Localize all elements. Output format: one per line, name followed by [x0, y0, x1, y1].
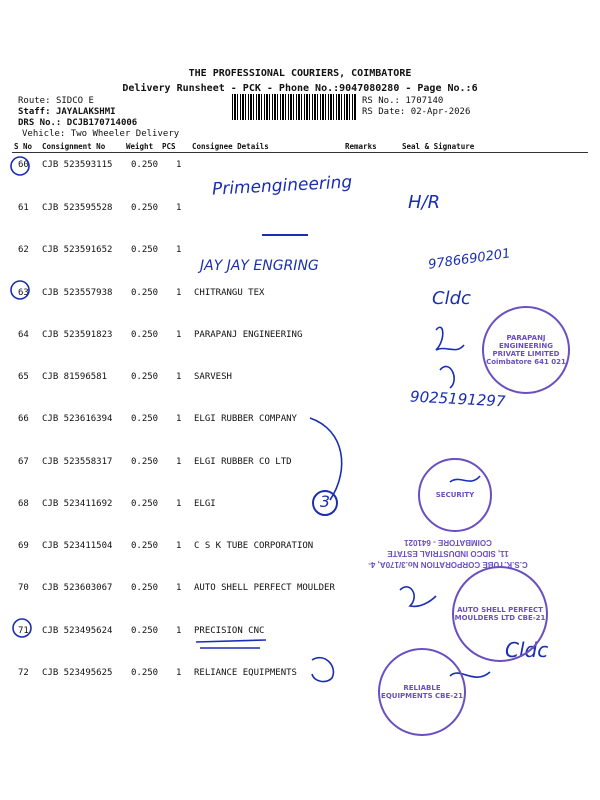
- staff-line: [18, 107, 116, 117]
- handwritten-hr: H/R: [408, 192, 441, 213]
- row-consignee: ELGI RUBBER CO LTD: [194, 457, 292, 467]
- row-consignment: CJB 81596581: [42, 372, 108, 382]
- row-consignment: CJB 523557938: [42, 288, 113, 298]
- row-consignment: CJB 523593115: [42, 160, 113, 170]
- row-pcs: 1: [176, 330, 182, 340]
- row-pcs: 1: [176, 626, 182, 636]
- row-consignment: CJB 523411504: [42, 541, 113, 551]
- row-pcs: 1: [176, 668, 182, 678]
- col-sign: Seal & Signature: [402, 142, 475, 151]
- row-weight: 0.250: [131, 330, 159, 340]
- row-weight: 0.250: [131, 668, 159, 678]
- handwritten-jayjay: JAY JAY ENGRING: [200, 258, 319, 274]
- signature-64: [436, 327, 464, 350]
- staff-label: Staff:: [18, 107, 51, 117]
- stamp-parapanj-text: PARAPANJ ENGINEERING PRIVATE LIMITED Coimbatore 641 021: [486, 334, 566, 366]
- runsheet-subtitle: Delivery Runsheet - PCK - Phone No.:9047080280 - Page No.:6: [122, 83, 478, 94]
- row-sno: 66: [18, 414, 29, 424]
- row-sno: 72: [18, 668, 29, 678]
- row-consignee: C S K TUBE CORPORATION: [194, 541, 314, 551]
- header-rule: [12, 152, 588, 153]
- signature-72-left: [312, 658, 333, 682]
- row-consignment: CJB 523595528: [42, 203, 113, 213]
- row-weight: 0.250: [131, 372, 159, 382]
- company-title: THE PROFESSIONAL COURIERS, COIMBATORE: [188, 68, 412, 79]
- vehicle-value: Two Wheeler Delivery: [70, 129, 180, 139]
- handwritten-phone-1: 9786690201: [427, 246, 512, 273]
- row-consignment: CJB 523495625: [42, 668, 113, 678]
- handwritten-three: 3: [312, 490, 338, 516]
- handwritten-cldc-1: Cldc: [432, 288, 471, 309]
- staff-value: JAYALAKSHMI: [55, 107, 116, 117]
- col-remarks: Remarks: [345, 142, 377, 151]
- col-weight: Weight: [126, 142, 154, 151]
- handwritten-phone-2: 9025191297: [409, 387, 506, 411]
- rs-no-value: 1707140: [405, 96, 444, 106]
- col-pcs: PCS: [162, 142, 176, 151]
- row-consignment: CJB 523591652: [42, 245, 113, 255]
- row-weight: 0.250: [131, 541, 159, 551]
- col-sno: S No: [14, 142, 33, 151]
- row-consignment: CJB 523558317: [42, 457, 113, 467]
- row-consignee: PRECISION CNC: [194, 626, 265, 636]
- drs-line: [18, 118, 137, 128]
- row-pcs: 1: [176, 245, 182, 255]
- row-weight: 0.250: [131, 499, 159, 509]
- signature-65: [440, 366, 454, 388]
- rs-date-label: RS Date:: [362, 107, 406, 117]
- row-weight: 0.250: [131, 414, 159, 424]
- handwritten-primengineering: Primengineering: [211, 172, 353, 200]
- row-consignee: ELGI RUBBER COMPANY: [194, 414, 297, 424]
- row-weight: 0.250: [131, 203, 159, 213]
- row-consignee: RELIANCE EQUIPMENTS: [194, 668, 297, 678]
- row-consignment: CJB 523495624: [42, 626, 113, 636]
- row-sno: 71: [18, 626, 29, 636]
- route-value: SIDCO E: [55, 96, 94, 106]
- row-sno: 63: [18, 288, 29, 298]
- route-label: Route:: [18, 96, 51, 106]
- row-consignment: CJB 523411692: [42, 499, 113, 509]
- row-weight: 0.250: [131, 626, 159, 636]
- stamp-security: [418, 458, 492, 532]
- row-consignment: CJB 523603067: [42, 583, 113, 593]
- stamp-reliable: [378, 648, 466, 736]
- row-consignment: CJB 523616394: [42, 414, 113, 424]
- row-weight: 0.250: [131, 457, 159, 467]
- row-weight: 0.250: [131, 245, 159, 255]
- drs-label: DRS No.:: [18, 118, 62, 128]
- row-pcs: 1: [176, 414, 182, 424]
- col-consignment: Consignment No: [42, 142, 106, 151]
- row-sno: 68: [18, 499, 29, 509]
- row-consignee: ELGI: [194, 499, 216, 509]
- row-pcs: 1: [176, 583, 182, 593]
- stamp-reliable-text: RELIABLE EQUIPMENTS CBE-21: [381, 684, 463, 700]
- row-consignee: AUTO SHELL PERFECT MOULDER: [194, 583, 335, 593]
- stamp-security-text: SECURITY: [435, 491, 475, 499]
- row-sno: 69: [18, 541, 29, 551]
- row-consignee: PARAPANJ ENGINEERING: [194, 330, 303, 340]
- stamp-parapanj: [482, 306, 570, 394]
- row-weight: 0.250: [131, 160, 159, 170]
- signature-70: [400, 587, 436, 607]
- route-line: [18, 96, 94, 106]
- row-sno: 62: [18, 245, 29, 255]
- bracket-mark: [310, 418, 342, 500]
- row-consignment: CJB 523591823: [42, 330, 113, 340]
- vehicle-line: [22, 129, 179, 139]
- rs-date-line: [362, 107, 470, 117]
- row-sno: 60: [18, 160, 29, 170]
- row-pcs: 1: [176, 457, 182, 467]
- barcode: [232, 94, 356, 120]
- row-pcs: 1: [176, 203, 182, 213]
- row-sno: 70: [18, 583, 29, 593]
- row-sno: 65: [18, 372, 29, 382]
- stamp-csk-text: C.S.K.TUBE CORPORATION No.3/170A, 4-11, SIDCO INDUSTRIAL ESTATE COIMBATORE - 641021: [368, 538, 528, 569]
- handwritten-cldc-2: Cldc: [505, 638, 549, 662]
- row-weight: 0.250: [131, 583, 159, 593]
- row-sno: 67: [18, 457, 29, 467]
- row-pcs: 1: [176, 288, 182, 298]
- vehicle-label: Vehicle:: [22, 129, 66, 139]
- rs-date-value: 02-Apr-2026: [410, 107, 471, 117]
- handwritten-underline: [262, 234, 308, 236]
- row-pcs: 1: [176, 160, 182, 170]
- row-weight: 0.250: [131, 288, 159, 298]
- stamp-autoshell: [452, 566, 548, 662]
- rs-no-label: RS No.:: [362, 96, 400, 106]
- row-pcs: 1: [176, 372, 182, 382]
- strike-precision: [196, 640, 266, 648]
- stamp-autoshell-text: AUTO SHELL PERFECT MOULDERS LTD CBE-21: [454, 606, 546, 622]
- col-consignee: Consignee Details: [192, 142, 269, 151]
- row-pcs: 1: [176, 499, 182, 509]
- row-sno: 61: [18, 203, 29, 213]
- row-consignee: SARVESH: [194, 372, 232, 382]
- row-pcs: 1: [176, 541, 182, 551]
- row-sno: 64: [18, 330, 29, 340]
- rs-no-line: [362, 96, 443, 106]
- stamp-csk: [368, 524, 528, 570]
- drs-value: DCJB170714006: [66, 118, 138, 128]
- row-consignee: CHITRANGU TEX: [194, 288, 265, 298]
